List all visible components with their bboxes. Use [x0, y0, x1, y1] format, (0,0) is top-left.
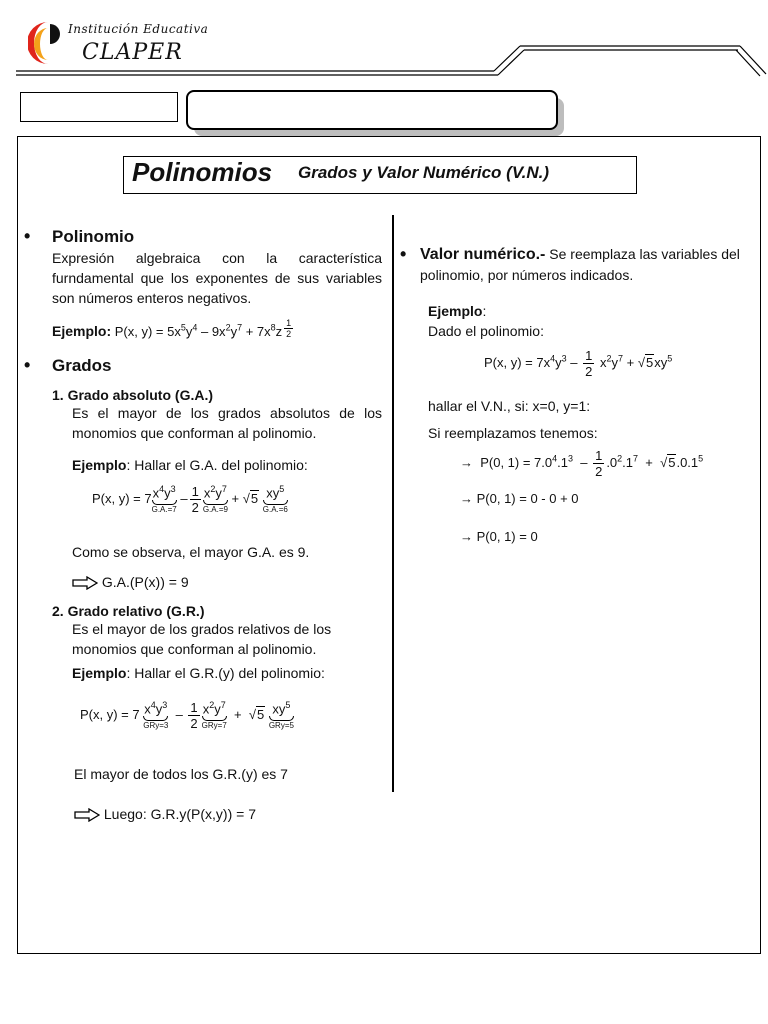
gr-desc: Es el mayor de los grados relativos de los monomios que conforman al polinomio.: [72, 621, 332, 657]
grados-heading: Grados: [52, 356, 112, 375]
bullet-icon: •: [24, 226, 31, 246]
polinomio-desc: Expresión algebraica con la característica furndamental que los exponentes de sus variables son números enteros negativos.: [52, 250, 382, 306]
vn-reemplazamos: Si reemplazamos tenemos:: [428, 425, 598, 441]
institution-line1: Institución Educativa: [68, 22, 209, 36]
gr-result: Luego: G.R.y(P(x,y)) = 7: [74, 804, 256, 824]
ga-result: G.A.(P(x)) = 9: [72, 572, 189, 592]
vn-example: Ejemplo: Dado el polinomio:: [428, 303, 544, 339]
name-box: [186, 90, 558, 130]
bullet-icon: •: [24, 355, 31, 375]
header-rule: [0, 40, 768, 80]
institution-line2: CLAPER: [82, 40, 183, 65]
ga-desc: Es el mayor de los grados absolutos de los monomios que conforman al polinomio.: [72, 405, 382, 441]
ga-example: Ejemplo: Hallar el G.A. del polinomio:: [72, 457, 308, 473]
arrow-right-icon: [74, 808, 100, 822]
gr-example: Ejemplo: Hallar el G.R.(y) del polinomio:: [72, 665, 325, 681]
arrow-right-icon: [72, 576, 98, 590]
page-subtitle: Grados y Valor Numérico (V.N.): [298, 163, 549, 182]
gr-formula: P(x, y) = 7 $x^4y^3$ GRy=3 – $\frac{1}{2}$ $x^2y^7$ GRy=7 + √5 $xy^5$ GRy=5: [80, 700, 294, 731]
vn-paragraph: Valor numérico.- Se reemplaza las variables del polinomio, por números indicados.: [420, 246, 740, 283]
ga-title: 1. Grado absoluto (G.A.): [52, 387, 214, 403]
polinomio-example: Ejemplo: P(x, $y) = 5x^5y^4 - 9x^2y^7 + 7x^8z$ $\frac{1}{2}$: [52, 318, 292, 339]
column-divider: [392, 215, 394, 792]
gr-title: 2. Grado relativo (G.R.): [52, 603, 205, 619]
vn-step3: → P(0, 1) = 0: [460, 529, 538, 544]
ga-formula: P(x, y) = 7 $x^4y^3$ G.A.=7 – $\frac{1}{2}$ $x^2y^7$ G.A.=9 + √5 $xy^5$ G.A.=6: [92, 484, 288, 515]
gr-observe: El mayor de todos los G.R.(y) es 7: [74, 766, 288, 782]
label-box: [20, 92, 178, 122]
page-title: Polinomios: [132, 157, 273, 187]
vn-hallar: hallar el V.N., si: x=0, y=1:: [428, 398, 591, 414]
vn-step2: → P(0, 1) = 0 - 0 + 0: [460, 491, 579, 506]
bullet-icon: •: [400, 244, 407, 264]
polinomio-heading: Polinomio: [52, 227, 135, 246]
vn-step1: → P(0, $1) = 7.0^4.1^3$ – $\frac{1}{2}$ $.0^2.1^7 + √5.0.1^5$: [460, 448, 704, 479]
ga-observe: Como se observa, el mayor G.A. es 9.: [72, 544, 310, 560]
vn-formula: P(x, $y) = 7x^4y^3$ – $\frac{1}{2}$ $x^2y^7 + √5xy^5$: [484, 348, 673, 379]
